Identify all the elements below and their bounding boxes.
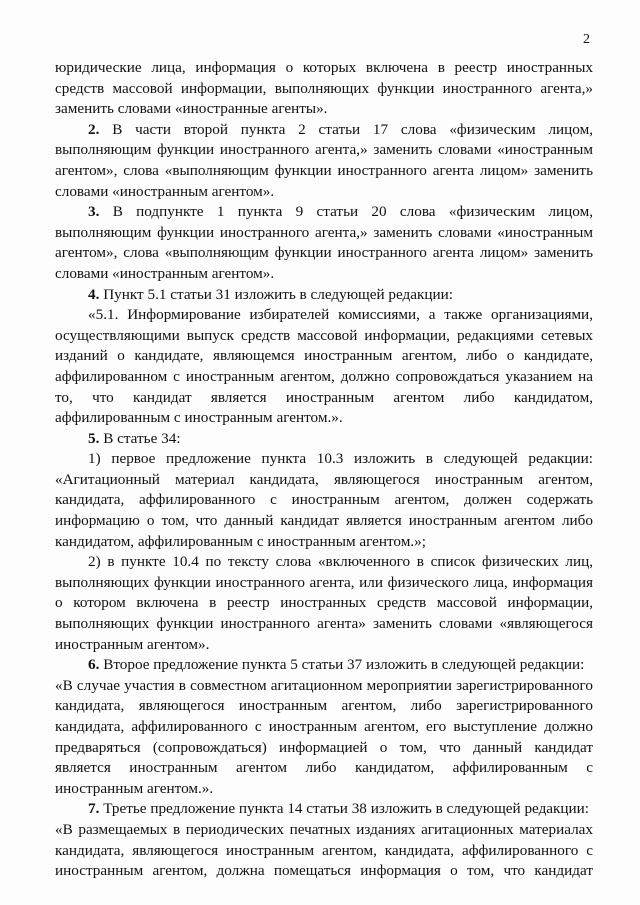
- paragraph-text: 1) первое предложение пункта 10.3 изложить в следующей редакции: «Агитационный материал кандидата, являющегося иностранным агентом, кандидата, аффилированного с иностранным агентом, должен содержать информацию о том, что данный кандидат является иностранным агентом либо кандидатом, аффилированным с иностранным агентом.»;: [55, 450, 593, 550]
- paragraph-text: 2) в пункте 10.4 по тексту слова «включенного в список физических лиц, выполняющих функции иностранного агента, или физического лица, информация о котором включена в реестр иностранных средств массовой информации, выполняющих функции иностранного агента» заменить словами «являющегося иностранным агентом».: [55, 553, 593, 653]
- paragraph-text: «В случае участия в совместном агитационном мероприятии зарегистрированного кандидата, являющегося иностранным агентом, либо зарегистрированного кандидата, аффилированного с иностранным агентом, его выступление должно предваряться (сопровождаться) информацией о том, что данный кандидат является иностранным агентом либо кандидатом, аффилированным с иностранным агентом.».: [55, 676, 593, 797]
- paragraph-item-5: [55, 429, 593, 450]
- paragraph-text: Второе предложение пункта 5 статьи 37 изложить в следующей редакции:: [99, 656, 585, 674]
- paragraph-subitem-2: [55, 552, 593, 655]
- item-number: 7.: [88, 800, 100, 818]
- paragraph-subitem-1: [55, 449, 593, 552]
- item-number: 4.: [88, 285, 100, 303]
- item-number: 3.: [88, 203, 100, 221]
- paragraph-text: Третье предложение пункта 14 статьи 38 изложить в следующей редакции:: [99, 800, 590, 818]
- item-number: 2.: [88, 120, 100, 138]
- paragraph-text: В части второй пункта 2 статьи 17 слова «физическим лицом, выполняющим функции иностранного агента,» заменить словами «иностранным агентом», слова «выполняющим функции иностранного агента лицом» заменить словами «иностранным агентом».: [55, 120, 593, 200]
- document-body: [55, 58, 593, 882]
- paragraph-continuation: [55, 58, 593, 120]
- paragraph-text: юридические лица, информация о которых включена в реестр иностранных средств массовой информации, выполняющих функции иностранного агента,» заменить словами «иностранные агенты».: [55, 59, 593, 118]
- paragraph-quote-37: [55, 676, 593, 800]
- item-number: 6.: [88, 656, 100, 674]
- paragraph-quote-5-1: [55, 305, 593, 429]
- paragraph-text: Пункт 5.1 статьи 31 изложить в следующей редакции:: [99, 285, 453, 303]
- page-number: 2: [583, 32, 590, 47]
- paragraph-text: В статье 34:: [99, 429, 181, 447]
- paragraph-item-3: [55, 202, 593, 284]
- paragraph-item-6: [55, 655, 593, 676]
- item-number: 5.: [88, 429, 100, 447]
- paragraph-text: «В размещаемых в периодических печатных изданиях агитационных материалах кандидата, являющегося иностранным агентом, кандидата, аффилированного с иностранным агентом, должна помещаться информация о том, что кандидат: [55, 820, 593, 880]
- paragraph-item-4: [55, 285, 593, 306]
- paragraph-quote-38: [55, 820, 593, 882]
- paragraph-text: «5.1. Информирование избирателей комиссиями, а также организациями, осуществляющими выпуск средств массовой информации, редакциями сетевых изданий о кандидате, являющемся иностранным агентом, либо о кандидате, аффилированном с иностранным агентом, должно сопровождаться указанием на то, что кандидат является иностранным агентом либо кандидатом, аффилированным с иностранным агентом.».: [55, 306, 593, 427]
- paragraph-item-2: [55, 120, 593, 202]
- paragraph-item-7: [55, 799, 593, 820]
- paragraph-text: В подпункте 1 пункта 9 статьи 20 слова «физическим лицом, выполняющим функции иностранного агента,» заменить словами «иностранным агентом», слова «выполняющим функции иностранного агента лицом» заменить словами «иностранным агентом».: [55, 203, 593, 282]
